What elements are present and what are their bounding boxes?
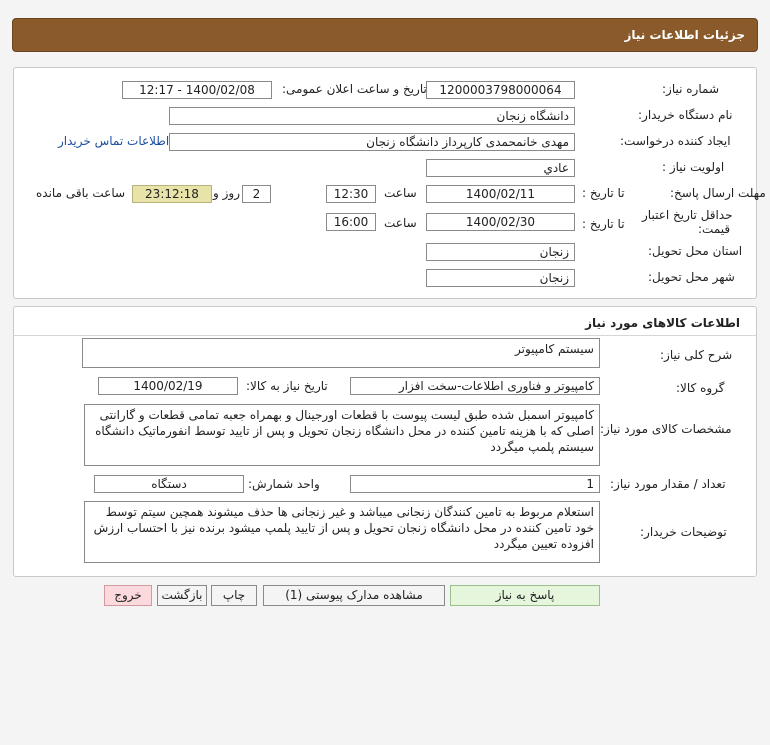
city-field: زنجان [426, 269, 575, 287]
announce-date-field: 1400/02/08 - 12:17 [122, 81, 272, 99]
buyer-notes-label: توضیحات خریدار: [640, 525, 727, 539]
creator-label: ایجاد کننده درخواست: [620, 134, 731, 148]
page-header [12, 18, 758, 52]
attachments-button[interactable]: مشاهده مدارک پیوستی (1) [263, 585, 445, 606]
buyer-field: دانشگاه زنجان [169, 107, 575, 125]
validity-until-label: تا تاریخ : [582, 217, 625, 231]
summary-field: سیستم کامپیوتر [82, 338, 600, 368]
quantity-field: 1 [350, 475, 600, 493]
goods-panel [13, 306, 757, 577]
buyer-contact-link[interactable]: اطلاعات تماس خریدار [58, 134, 170, 148]
goods-section-title: اطلاعات کالاهای مورد نیاز [585, 316, 740, 330]
need-info-panel [13, 67, 766, 299]
creator-field: مهدی خانمحمدی کارپرداز دانشگاه زنجان [169, 133, 575, 151]
validity-time-label: ساعت [384, 216, 417, 230]
buyer-label: نام دستگاه خریدار: [638, 108, 733, 122]
spec-label: مشخصات کالای مورد نیاز: [600, 422, 732, 436]
validity-date-field: 1400/02/30 [426, 213, 575, 231]
province-field: زنجان [426, 243, 575, 261]
remaining-time-field: 23:12:18 [132, 185, 212, 203]
days-label: روز و [213, 186, 240, 200]
announce-date-label: تاریخ و ساعت اعلان عمومی: [282, 82, 427, 96]
need-number-field: 1200003798000064 [426, 81, 575, 99]
deadline-date-field: 1400/02/11 [426, 185, 575, 203]
priority-label: اولویت نیاز : [662, 160, 725, 174]
need-date-field: 1400/02/19 [98, 377, 238, 395]
days-remaining-field: 2 [242, 185, 271, 203]
deadline-label: مهلت ارسال پاسخ: [670, 186, 766, 200]
unit-label: واحد شمارش: [248, 477, 320, 491]
quantity-label: تعداد / مقدار مورد نیاز: [610, 477, 726, 491]
city-label: شهر محل تحویل: [648, 270, 735, 284]
validity-label-line2: قیمت: [698, 222, 731, 236]
buyer-notes-field: استعلام مربوط به تامین کنندگان زنجانی میباشد و غیر زنجانی ها حذف میشوند همچین سیتم توسط خود تامین کننده در محل دانشگاه زنجان تحویل و پس از تایید پلمپ میشود برنده نیز با احتساب ارزش افزوده تعیین میگردد [84, 501, 600, 563]
respond-button[interactable]: پاسخ به نیاز [450, 585, 600, 606]
unit-field: دستگاه [94, 475, 244, 493]
validity-label-line1: حداقل تاریخ اعتبار [642, 208, 733, 222]
province-label: استان محل تحویل: [648, 244, 743, 258]
group-field: کامپیوتر و فناوری اطلاعات-سخت افزار [350, 377, 600, 395]
section-divider [14, 335, 756, 336]
need-date-label: تاریخ نیاز به کالا: [246, 379, 328, 393]
group-label: گروه کالا: [676, 381, 725, 395]
print-button[interactable]: چاپ [211, 585, 257, 606]
priority-field: عادي [426, 159, 575, 177]
deadline-time-field: 12:30 [326, 185, 376, 203]
back-button[interactable]: بازگشت [157, 585, 207, 606]
summary-label: شرح کلی نیاز: [660, 348, 733, 362]
need-number-label: شماره نیاز: [662, 82, 719, 96]
validity-time-field: 16:00 [326, 213, 376, 231]
remaining-label: ساعت باقی مانده [36, 186, 126, 200]
deadline-time-label: ساعت [384, 186, 417, 200]
exit-button[interactable]: خروج [104, 585, 152, 606]
page-title: جزئیات اطلاعات نیاز [624, 28, 745, 42]
spec-field: کامپیوتر اسمبل شده طبق لیست پیوست با قطعات اورجینال و بهمراه جعبه تمامی قطعات و گارانتی اصلی که با هزینه تامین کننده در محل دانشگاه زنجان تحویل و پس از تایید توسط انفورماتیک دانشگاه سیستم پلمپ میگردد [84, 404, 600, 466]
deadline-until-label: تا تاریخ : [582, 186, 625, 200]
